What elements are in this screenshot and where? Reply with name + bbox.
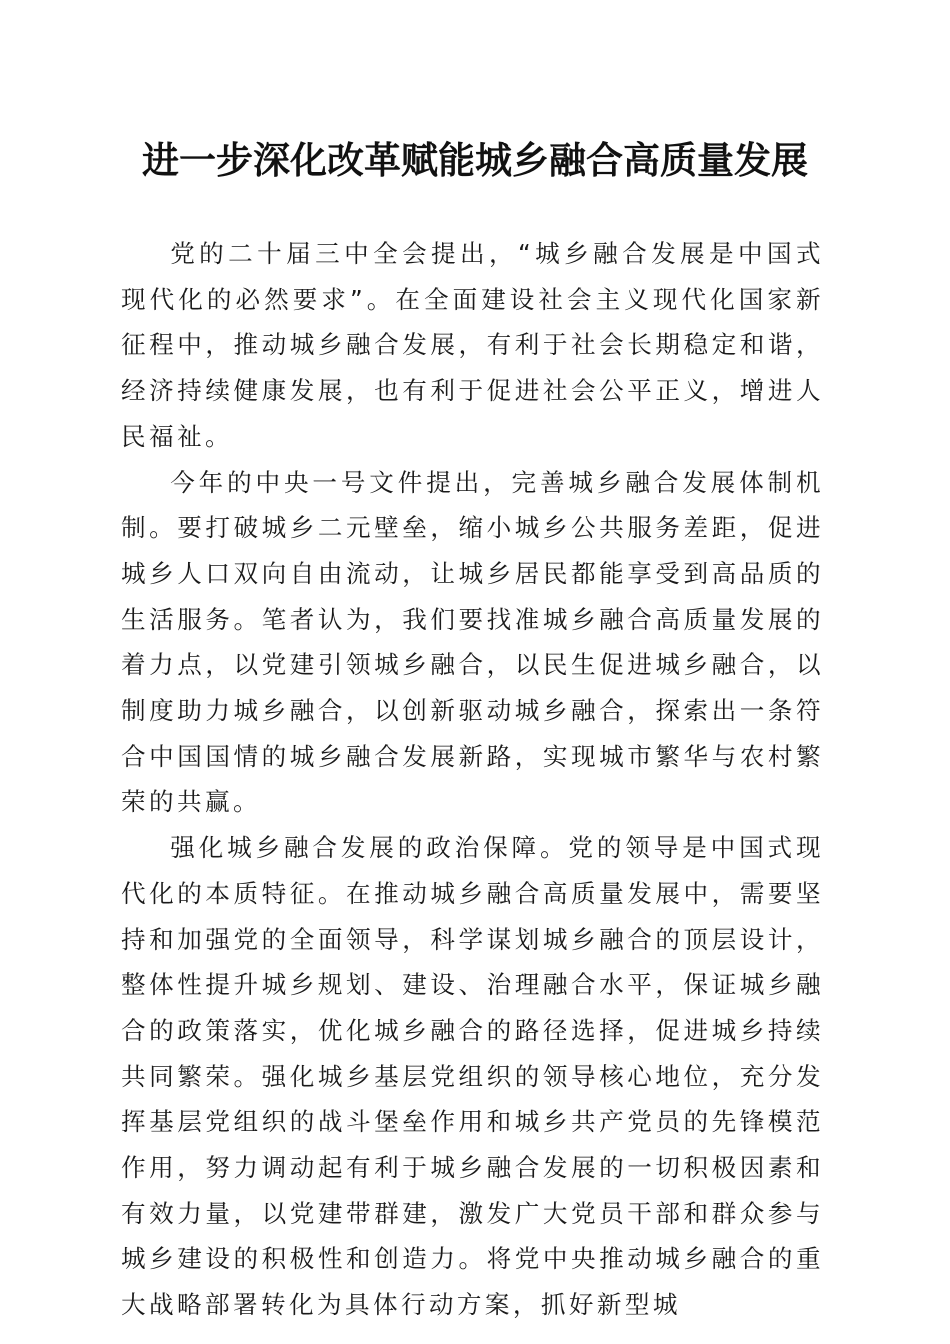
paragraph: 强化城乡融合发展的政治保障。党的领导是中国式现代化的本质特征。在推动城乡融合高质量发展中，需要坚持和加强党的全面领导，科学谋划城乡融合的顶层设计，整体性提升城乡规划、建设、治理融合水平，保证城乡融合的政策落实，优化城乡融合的路径选择，促进城乡持续共同繁荣。强化城乡基层党组织的领导核心地位，充分发挥基层党组织的战斗堡垒作用和城乡共产党员的先锋模范作用，努力调动起有利于城乡融合发展的一切积极因素和有效力量，以党建带群建，激发广大党员干部和群众参与城乡建设的积极性和创造力。将党中央推动城乡融合的重大战略部署转化为具体行动方案，抓好新型城 [121, 833, 824, 1320]
paragraph: 党的二十届三中全会提出，“城乡融合发展是中国式现代化的必然要求”。在全面建设社会主义现代化国家新征程中，推动城乡融合发展，有利于社会长期稳定和谐，经济持续健康发展，也有利于促进社会公平正义，增进人民福祉。 [121, 239, 824, 451]
document-title: 进一步深化改革赋能城乡融合高质量发展 [142, 138, 808, 182]
paragraph: 今年的中央一号文件提出，完善城乡融合发展体制机制。要打破城乡二元壁垒，缩小城乡公共服务差距，促进城乡人口双向自由流动，让城乡居民都能享受到高品质的生活服务。笔者认为，我们要找准城乡融合高质量发展的着力点，以党建引领城乡融合，以民生促进城乡融合，以制度助力城乡融合，以创新驱动城乡融合，探索出一条符合中国国情的城乡融合发展新路，实现城市繁华与农村繁荣的共赢。 [121, 467, 824, 817]
document-body [121, 231, 824, 1328]
